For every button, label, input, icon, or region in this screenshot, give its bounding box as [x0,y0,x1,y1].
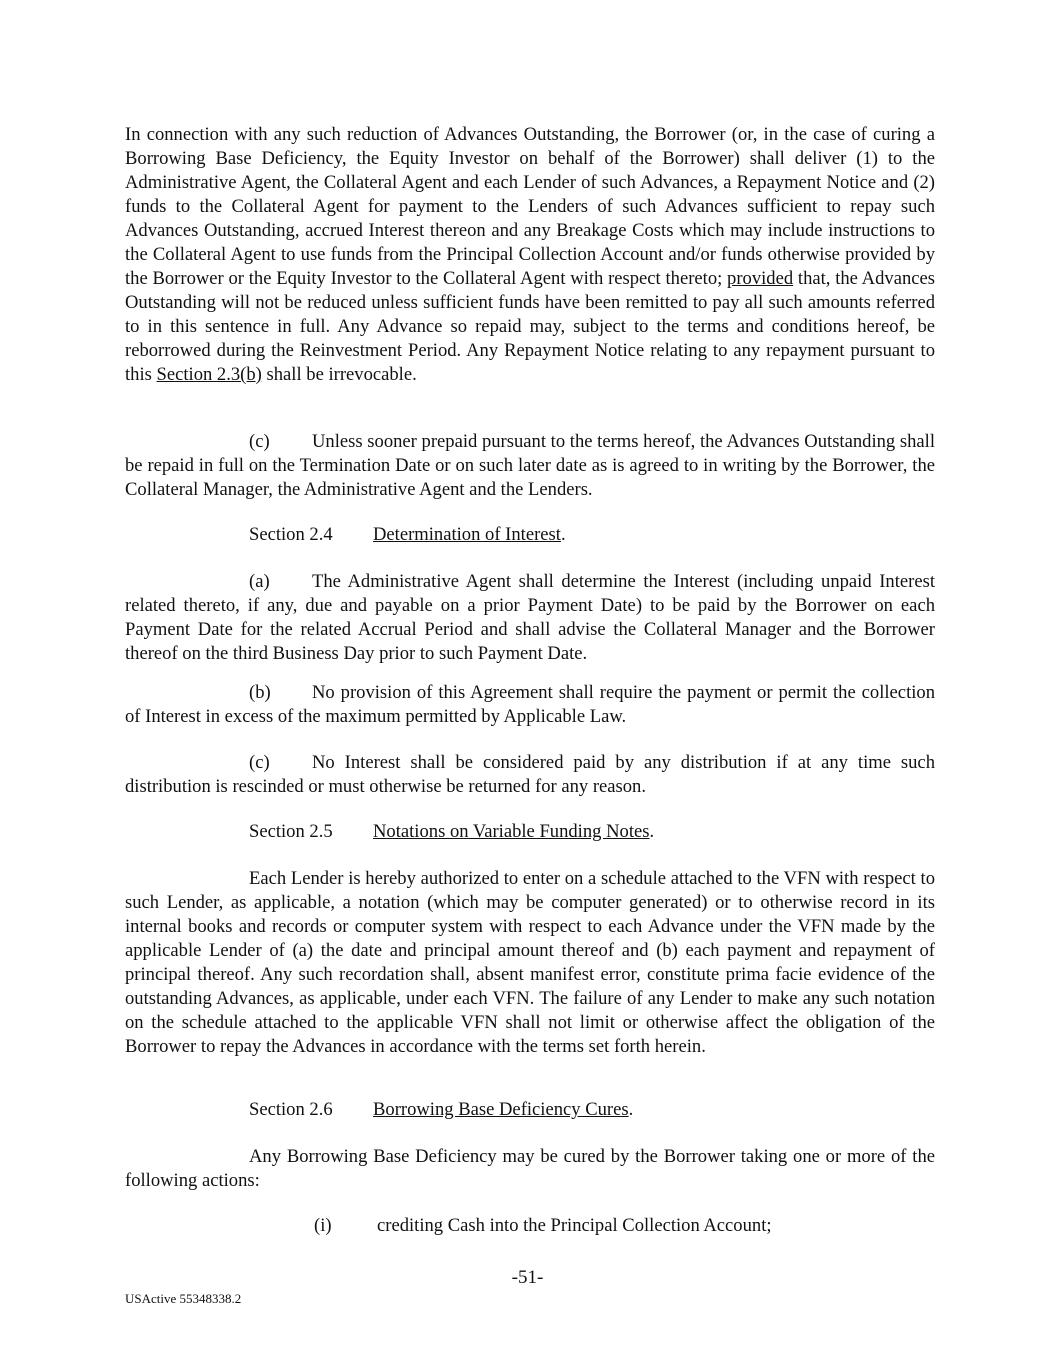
list-item-i: (i) crediting Cash into the Principal Collection Account; [314,1215,772,1236]
paragraph-2-6: Any Borrowing Base Deficiency may be cured by the Borrower taking one or more of the following actions: [125,1146,935,1191]
section-heading-2-6: Section 2.6 Borrowing Base Deficiency Cures. [249,1099,634,1120]
section-ref: Section 2.3(b) [156,364,262,385]
page-number: -51- [511,1267,544,1288]
section-heading-2-4: Section 2.4 Determination of Interest. [249,524,566,545]
provided-term: provided [727,268,794,289]
footer-doc-id: USActive 55348338.2 [125,1291,242,1306]
section-heading-2-5: Section 2.5 Notations on Variable Funding Notes. [249,821,655,842]
paragraph-2-5: Each Lender is hereby authorized to enter on a schedule attached to the VFN with respect to such Lender, as applicable, a notation (which may be computer generated) or to otherwise record in its internal books and records or computer system with respect to each Advance under the VFN made by the applicable Lender of (a) the date and principal amount thereof and (b) each payment and repayment of principal thereof. Any such recordation shall, absent manifest error, constitute prima facie evidence of the outstanding Advances, as applicable, under each VFN. The failure of any Lender to make any such notation on the schedule attached to the applicable VFN shall not limit or otherwise affect the obligation of the Borrower to repay the Advances in accordance with the terms set forth herein. [125,868,935,1057]
paragraph-2-4-a: (a) The Administrative Agent shall determine the Interest (including unpaid Interest related thereto, if any, due and payable on a prior Payment Date) to be paid by the Borrower on each Payment Date for the related Accrual Period and shall advise the Collateral Manager and the Borrower thereof on the third Business Day prior to such Payment Date. [125,571,935,664]
paragraph-2-4-c: (c) No Interest shall be considered paid by any distribution if at any time such distribution is rescinded or must otherwise be returned for any reason. [125,752,935,797]
paragraph-2-3-c: (c) Unless sooner prepaid pursuant to the terms hereof, the Advances Outstanding shall be repaid in full on the Termination Date or on such later date as is agreed to in writing by the Borrower, the Collateral Manager, the Administrative Agent and the Lenders. [125,431,935,500]
paragraph-repayment: In connection with any such reduction of Advances Outstanding, the Borrower (or, in the case of curing a Borrowing Base Deficiency, the Equity Investor on behalf of the Borrower) shall deliver (1) to the Administrative Agent, the Collateral Agent and each Lender of such Advances, a Repayment Notice and (2) funds to the Collateral Agent for payment to the Lenders of such Advances sufficient to repay such Advances Outstanding, accrued Interest thereon and any Breakage Costs which may include instructions to the Collateral Agent to use funds from the Principal Collection Account and/or funds otherwise provided by the Borrower or the Equity Investor to the Collateral Agent with respect thereto; provided that, the Advances Outstanding will not be reduced unless sufficient funds have been remitted to pay all such amounts referred to in this sentence in full. Any Advance so repaid may, subject to the terms and conditions hereof, be reborrowed during the Reinvestment Period. Any Repayment Notice relating to any repayment pursuant to this Section 2.3(b) shall be irrevocable. [125,124,935,385]
paragraph-2-4-b: (b) No provision of this Agreement shall require the payment or permit the collection of Interest in excess of the maximum permitted by Applicable Law. [125,682,935,727]
